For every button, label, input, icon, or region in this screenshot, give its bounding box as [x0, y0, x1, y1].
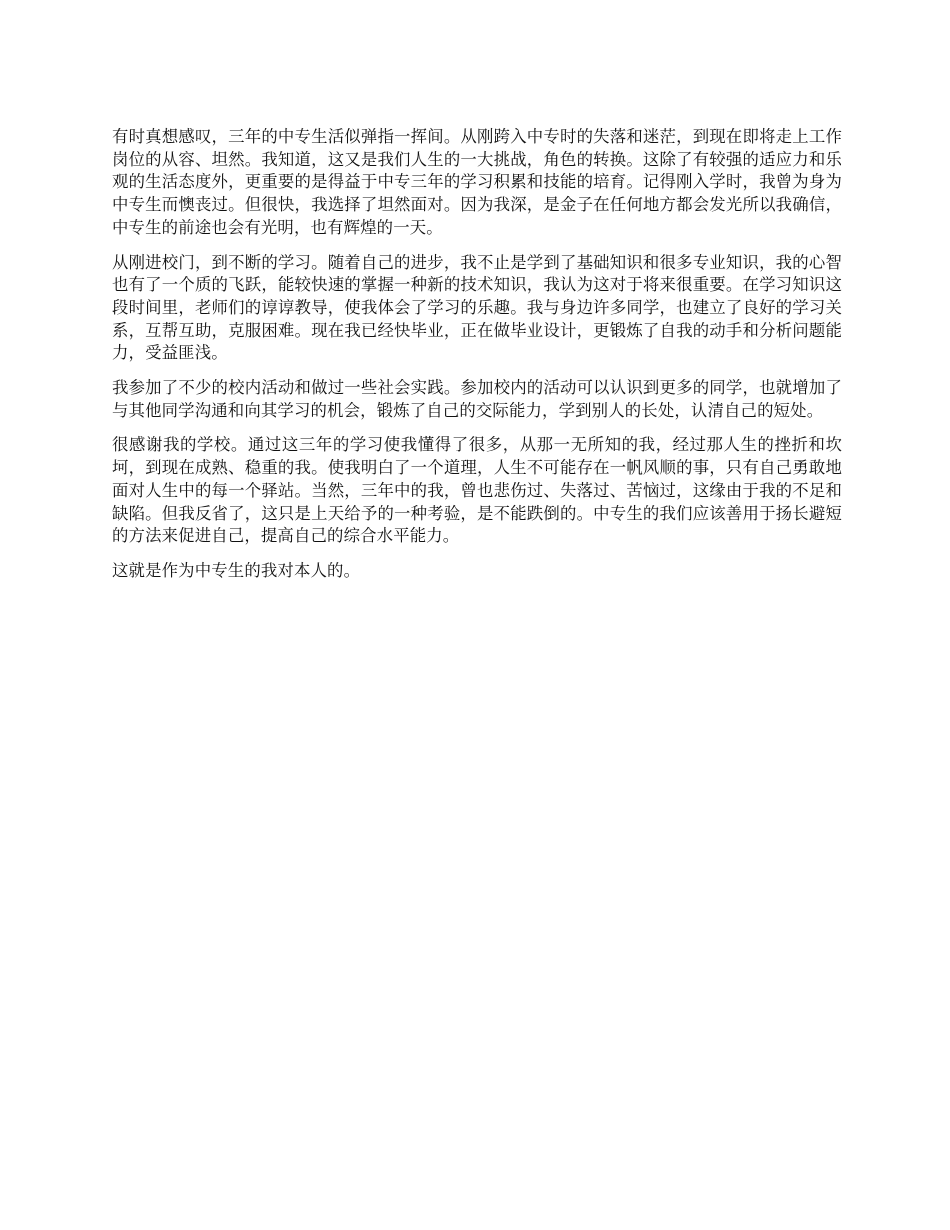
- paragraph-5: 这就是作为中专生的我对本人的。: [112, 560, 361, 580]
- paragraph-3: 我参加了不少的校内活动和做过一些社会实践。参加校内的活动可以认识到更多的同学，也就增加了与其他同学沟通和向其学习的机会，锻炼了自己的交际能力，学到别人的长处，认清自己的短处。: [112, 378, 842, 420]
- paragraph-2: 从刚进校门，到不断的学习。随着自己的进步，我不止是学到了基础知识和很多专业知识，我的心智也有了一个质的飞跃，能较快速的掌握一种新的技术知识，我认为这对于将来很重要。在学习知识这段时间里，老师们的谆谆教导，使我体会了学习的乐趣。我与身边许多同学，也建立了良好的学习关系，互帮互助，克服困难。现在我已经快毕业，正在做毕业设计，更锻炼了自我的动手和分析问题能力，受益匪浅。: [112, 252, 842, 363]
- paragraph-4: 很感谢我的学校。通过这三年的学习使我懂得了很多，从那一无所知的我，经过那人生的挫折和坎坷，到现在成熟、稳重的我。使我明白了一个道理，人生不可能存在一帆风顺的事，只有自己勇敢地面对人生中的每一个驿站。当然，三年中的我，曾也悲伤过、失落过、苦恼过，这缘由于我的不足和缺陷。但我反省了，这只是上天给予的一种考验，是不能跌倒的。中专生的我们应该善用于扬长避短的方法来促进自己，提高自己的综合水平能力。: [112, 435, 842, 546]
- paragraph-1: 有时真想感叹，三年的中专生活似弹指一挥间。从刚跨入中专时的失落和迷茫，到现在即将走上工作岗位的从容、坦然。我知道，这又是我们人生的一大挑战，角色的转换。这除了有较强的适应力和乐观的生活态度外，更重要的是得益于中专三年的学习积累和技能的培育。记得刚入学时，我曾为身为中专生而懊丧过。但很快，我选择了坦然面对。因为我深，是金子在任何地方都会发光所以我确信，中专生的前途也会有光明，也有辉煌的一天。: [112, 127, 842, 237]
- document-body: [112, 126, 842, 583]
